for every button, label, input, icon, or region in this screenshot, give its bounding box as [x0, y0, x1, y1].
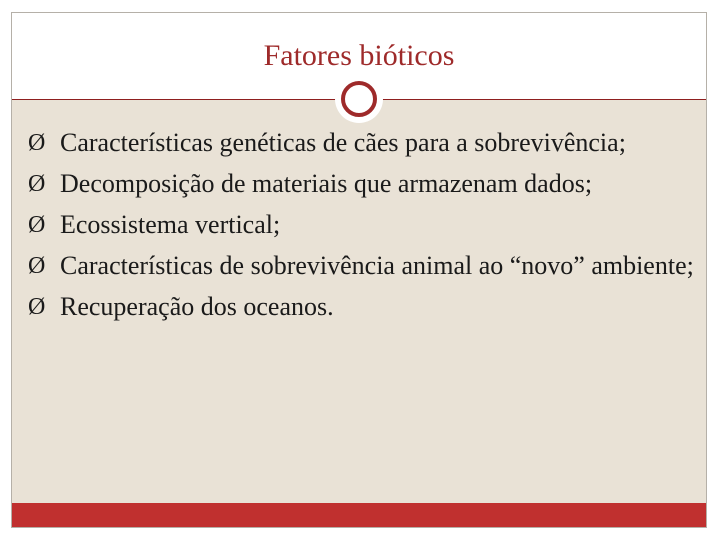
slide-frame	[11, 12, 707, 528]
bullet-item	[16, 127, 696, 159]
bullet-item	[16, 168, 696, 200]
arrow-bullet-icon: Ø	[28, 212, 46, 238]
slide-title: Fatores bióticos	[263, 39, 455, 72]
bullet-text: Características genéticas de cães para a sobrevivência;	[60, 128, 626, 157]
footer-band	[12, 503, 706, 527]
bullet-text: Recuperação dos oceanos.	[60, 292, 334, 321]
arrow-bullet-icon: Ø	[28, 171, 46, 197]
arrow-bullet-icon: Ø	[28, 130, 46, 156]
bullet-item	[16, 291, 696, 323]
bullet-item	[16, 209, 696, 241]
arrow-bullet-icon: Ø	[28, 294, 46, 320]
arrow-bullet-icon: Ø	[28, 253, 46, 279]
bullet-text: Características de sobrevivência animal ao “novo” ambiente;	[60, 251, 694, 280]
bullet-list	[16, 127, 696, 332]
circle-ornament-icon	[341, 81, 377, 117]
bullet-text: Decomposição de materiais que armazenam dados;	[60, 169, 593, 198]
bullet-text: Ecossistema vertical;	[60, 210, 281, 239]
bullet-item	[16, 250, 696, 282]
